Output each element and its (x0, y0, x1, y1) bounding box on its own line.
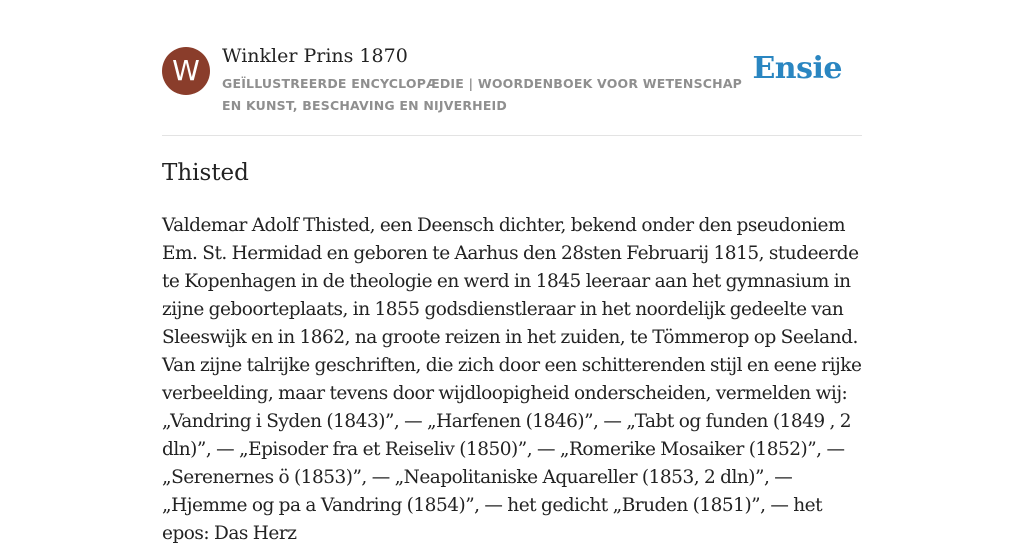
ensie-logo[interactable]: Ensie (752, 51, 842, 86)
header-divider (162, 135, 862, 136)
article-title: Thisted (162, 160, 249, 186)
source-avatar[interactable]: W (162, 47, 210, 95)
source-header (162, 45, 862, 115)
source-title[interactable]: Winkler Prins 1870 (222, 45, 408, 67)
article-body: Valdemar Adolf Thisted, een Deensch dichter, bekend onder den pseudoniem Em. St. Hermidad en geboren te Aarhus den 28sten Februarij 1815, studeerde te Kopenhagen in de theologie en werd in 1845 leeraar aan het gymnasium in zijne geboorteplaats, in 1855 godsdienstleraar in het noordelijk gedeelte van Sleeswijk en in 1862, na groote reizen in het zuiden, te Tömmerop op Seeland. Van zijne talrijke geschriften, die zich door een schitterenden stijl en eene rijke verbeelding, maar tevens door wijdloopigheid onderscheiden, vermelden wij: „Vandring i Syden (1843)”, — „Harfenen (1846)”, — „Tabt og funden (1849 , 2 dln)”, — „Episoder fra et Reiseliv (1850)”, — „Romerike Mosaiker (1852)”, — „Serenernes ö (1853)”, — „Neapolitaniske Aquareller (1853, 2 dln)”, — „Hjemme og pa a Vandring (1854)”, — het gedicht „Bruden (1851)”, — het epos: Das Herz (162, 215, 862, 544)
source-subtitle: GEÏLLUSTREERDE ENCYCLOPÆDIE | WOORDENBOEK VOOR WETENSCHAP EN KUNST, BESCHAVING EN NIJVERHEID (222, 76, 743, 113)
